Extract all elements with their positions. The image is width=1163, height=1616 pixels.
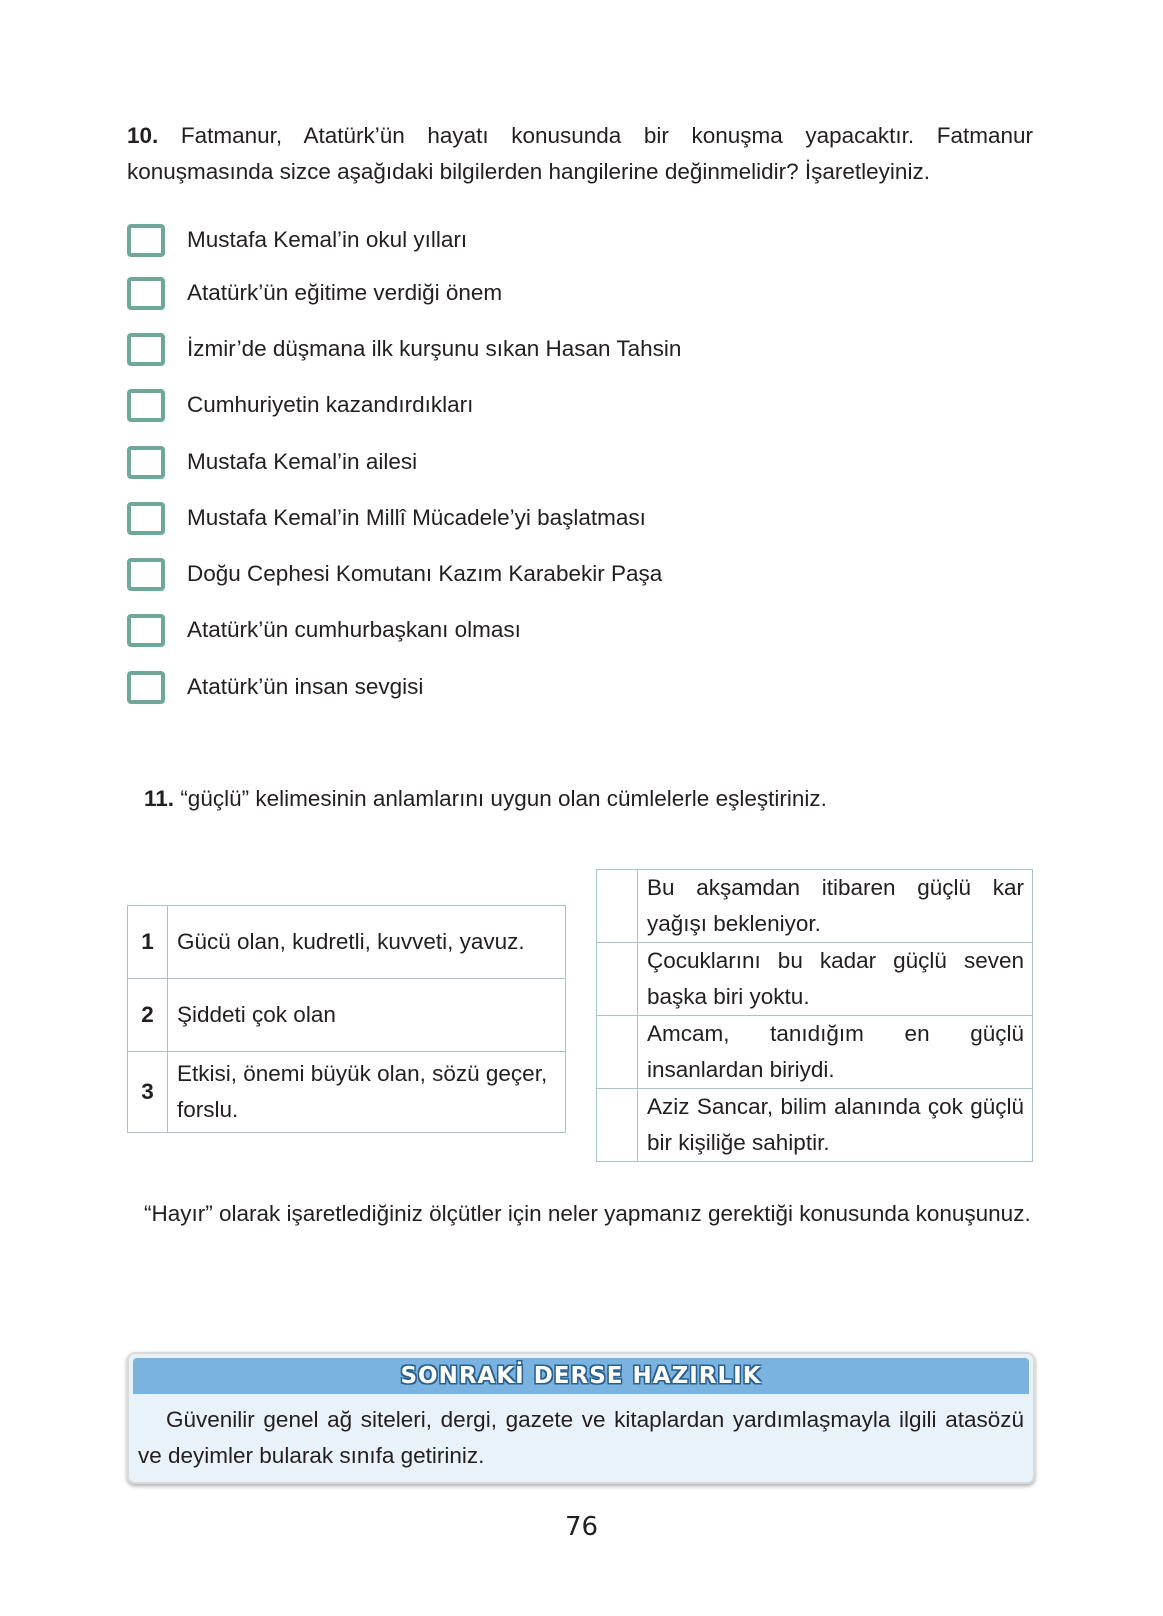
checklist-item-label: Mustafa Kemal’in okul yılları	[187, 227, 468, 252]
question-10-prompt	[127, 118, 1033, 190]
question-11-number: 11.	[144, 786, 175, 811]
discussion-note	[127, 1196, 1033, 1232]
definition-text: Etkisi, önemi büyük olan, sözü geçer, forslu.	[168, 1052, 566, 1133]
definition-text: Şiddeti çok olan	[168, 979, 566, 1052]
checklist-item[interactable]	[127, 498, 927, 542]
sentences-table	[596, 869, 1033, 1162]
checklist-item-label: Atatürk’ün eğitime verdiği önem	[187, 280, 503, 305]
checkbox[interactable]	[127, 389, 165, 422]
answer-cell[interactable]	[597, 870, 638, 943]
checkbox[interactable]	[127, 671, 165, 704]
checklist-item-label: Atatürk’ün insan sevgisi	[187, 674, 424, 699]
checkbox[interactable]	[127, 558, 165, 591]
preparation-header	[133, 1358, 1029, 1394]
checkbox[interactable]	[127, 446, 165, 479]
checkbox[interactable]	[127, 277, 165, 310]
checklist-item[interactable]	[127, 220, 927, 264]
checkbox[interactable]	[127, 224, 165, 257]
checkbox[interactable]	[127, 333, 165, 366]
answer-cell[interactable]	[597, 1016, 638, 1089]
checklist-item[interactable]	[127, 554, 927, 598]
question-10-number: 10.	[127, 123, 159, 148]
checklist-item[interactable]	[127, 442, 927, 486]
checklist-item-label: Mustafa Kemal’in Millî Mücadele’yi başlatması	[187, 505, 646, 530]
table-row	[597, 870, 1033, 943]
next-lesson-preparation-box	[127, 1352, 1035, 1484]
table-row	[597, 1016, 1033, 1089]
definition-index: 1	[128, 906, 168, 979]
sentence-text: Çocuklarını bu kadar güçlü seven başka biri yoktu.	[638, 943, 1033, 1016]
checklist-item[interactable]	[127, 385, 927, 429]
answer-cell[interactable]	[597, 943, 638, 1016]
question-10-text: Fatmanur, Atatürk’ün hayatı konusunda bir konuşma yapacaktır. Fatmanur konuşmasında sizce aşağıdaki bilgilerden hangilerine değinmelidir? İşaretleyiniz.	[127, 123, 1033, 184]
question-11-text: “güçlü” kelimesinin anlamlarını uygun olan cümlelerle eşleştiriniz.	[180, 786, 827, 811]
sentence-text: Bu akşamdan itibaren güçlü kar yağışı bekleniyor.	[638, 870, 1033, 943]
discussion-note-text: “Hayır” olarak işaretlediğiniz ölçütler için neler yapmanız gerektiği konusunda konuşunuz.	[144, 1201, 1031, 1226]
sentence-text: Aziz Sancar, bilim alanında çok güçlü bir kişiliğe sahiptir.	[638, 1089, 1033, 1162]
checklist-item-label: İzmir’de düşmana ilk kurşunu sıkan Hasan Tahsin	[187, 336, 682, 361]
answer-cell[interactable]	[597, 1089, 638, 1162]
checklist-item-label: Mustafa Kemal’in ailesi	[187, 449, 418, 474]
definition-index: 2	[128, 979, 168, 1052]
checklist-item-label: Atatürk’ün cumhurbaşkanı olması	[187, 617, 521, 642]
table-row	[597, 943, 1033, 1016]
question-11-prompt	[127, 781, 1033, 817]
preparation-text: Güvenilir genel ağ siteleri, dergi, gazete ve kitaplardan yardımlaşmayla ilgili atasözü ve deyimler bularak sınıfa getiriniz.	[138, 1407, 1024, 1468]
table-row	[128, 979, 566, 1052]
checklist-item-label: Cumhuriyetin kazandırdıkları	[187, 392, 474, 417]
checklist-item-label: Doğu Cephesi Komutanı Kazım Karabekir Paşa	[187, 561, 663, 586]
checklist-item[interactable]	[127, 610, 927, 654]
table-row	[128, 906, 566, 979]
checkbox[interactable]	[127, 502, 165, 535]
checklist-item[interactable]	[127, 667, 927, 711]
table-row	[597, 1089, 1033, 1162]
checkbox[interactable]	[127, 614, 165, 647]
page-number: 76	[564, 1512, 599, 1542]
checklist-item[interactable]	[127, 329, 927, 373]
table-row	[128, 1052, 566, 1133]
definition-text: Gücü olan, kudretli, kuvveti, yavuz.	[168, 906, 566, 979]
definitions-table	[127, 905, 566, 1133]
definition-index: 3	[128, 1052, 168, 1133]
sentence-text: Amcam, tanıdığım en güçlü insanlardan biriydi.	[638, 1016, 1033, 1089]
preparation-title: SONRAKİ DERSE HAZIRLIK	[400, 1363, 762, 1389]
checklist-item[interactable]	[127, 273, 927, 317]
